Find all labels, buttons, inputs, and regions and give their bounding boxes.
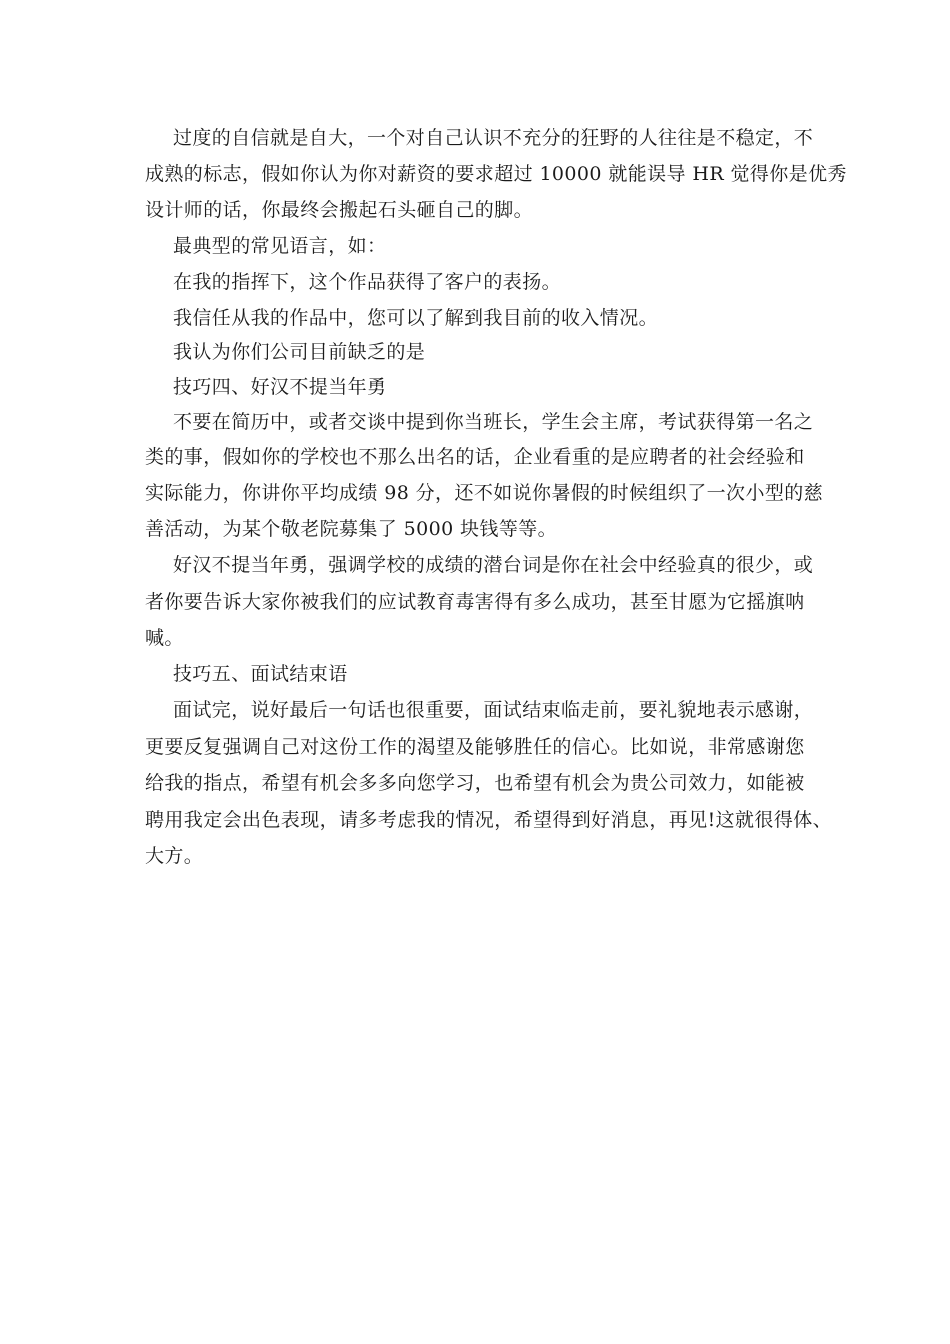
- paragraph-line: 我认为你们公司目前缺乏的是: [173, 341, 426, 363]
- paragraph-line: 聘用我定会出色表现，请多考虑我的情况，希望得到好消息，再见!这就很得体、: [145, 809, 833, 831]
- paragraph-line: 者你要告诉大家你被我们的应试教育毒害得有多么成功，甚至甘愿为它摇旗呐: [145, 591, 805, 613]
- paragraph-line: 在我的指挥下，这个作品获得了客户的表扬。: [173, 271, 562, 293]
- paragraph-line: 好汉不提当年勇，强调学校的成绩的潜台词是你在社会中经验真的很少，或: [173, 554, 814, 576]
- paragraph-line: 喊。: [145, 627, 184, 649]
- paragraph-line: 成熟的标志，假如你认为你对薪资的要求超过 10000 就能误导 HR 觉得你是优秀: [145, 163, 847, 185]
- paragraph-line: 善活动，为某个敬老院募集了 5000 块钱等等。: [145, 518, 558, 540]
- paragraph-line: 最典型的常见语言，如：: [173, 235, 387, 257]
- paragraph-line: 不要在简历中，或者交谈中提到你当班长，学生会主席，考试获得第一名之: [173, 411, 814, 433]
- paragraph-line: 实际能力，你讲你平均成绩 98 分，还不如说你暑假的时候组织了一次小型的慈: [145, 482, 824, 504]
- paragraph-line: 大方。: [145, 845, 204, 867]
- paragraph-line: 过度的自信就是自大，一个对自己认识不充分的狂野的人往往是不稳定，不: [173, 127, 814, 149]
- section-heading: 技巧五、面试结束语: [173, 663, 348, 685]
- paragraph-line: 设计师的话，你最终会搬起石头砸自己的脚。: [145, 199, 534, 221]
- paragraph-line: 更要反复强调自己对这份工作的渴望及能够胜任的信心。比如说，非常感谢您: [145, 736, 805, 758]
- paragraph-line: 给我的指点，希望有机会多多向您学习，也希望有机会为贵公司效力，如能被: [145, 772, 805, 794]
- section-heading: 技巧四、好汉不提当年勇: [173, 376, 387, 398]
- paragraph-line: 类的事，假如你的学校也不那么出名的话，企业看重的是应聘者的社会经验和: [145, 446, 805, 468]
- paragraph-line: 我信任从我的作品中，您可以了解到我目前的收入情况。: [173, 307, 659, 329]
- paragraph-line: 面试完，说好最后一句话也很重要，面试结束临走前，要礼貌地表示感谢，: [173, 699, 814, 721]
